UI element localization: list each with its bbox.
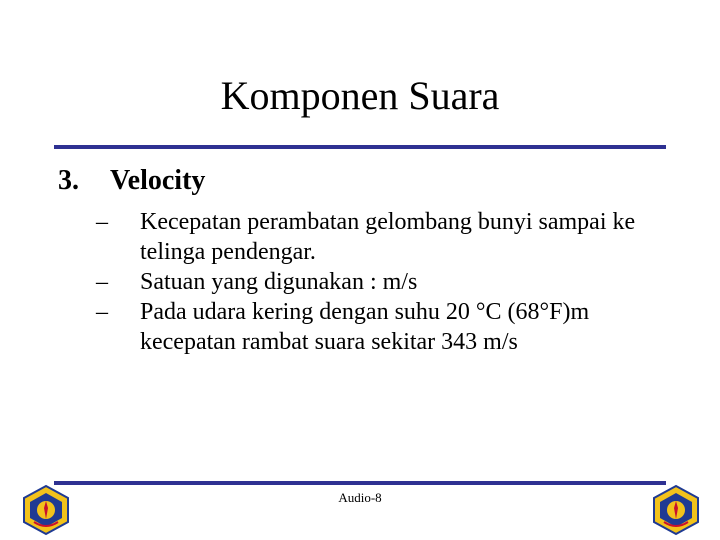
- bullet-text: Pada udara kering dengan suhu 20 °C (68°F)m kecepatan rambat suara sekitar 343 m/s: [140, 299, 590, 355]
- bullet-item: [96, 267, 656, 297]
- slide-title: Komponen Suara: [220, 73, 500, 118]
- bullet-item: [96, 207, 656, 267]
- section-heading: [58, 164, 205, 198]
- bullet-list: [96, 207, 656, 357]
- slide-footer: Audio-8: [338, 490, 382, 505]
- bullet-item: [96, 297, 656, 357]
- bullet-marker: –: [96, 269, 108, 295]
- bullet-marker: –: [96, 209, 108, 235]
- section-title: Velocity: [110, 165, 206, 196]
- bullet-marker: –: [96, 299, 108, 325]
- section-number: 3.: [58, 165, 79, 196]
- university-emblem-icon: [20, 484, 72, 536]
- university-emblem-icon: [650, 484, 702, 536]
- bullet-text: Kecepatan perambatan gelombang bunyi sampai ke telinga pendengar.: [140, 209, 636, 265]
- bullet-text: Satuan yang digunakan : m/s: [140, 269, 418, 295]
- title-divider: [54, 145, 666, 149]
- footer-divider: [54, 481, 666, 485]
